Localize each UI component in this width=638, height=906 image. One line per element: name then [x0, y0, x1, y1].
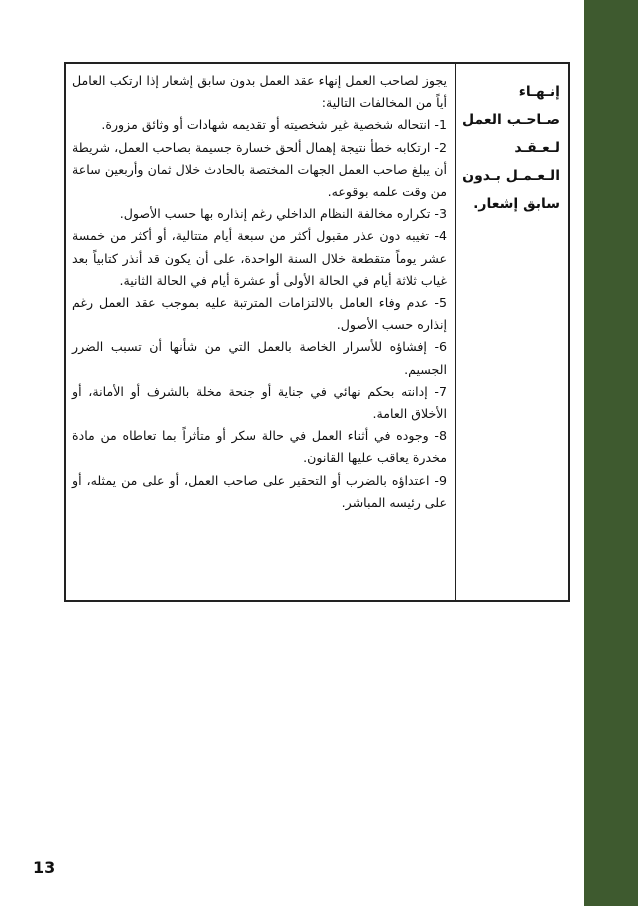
- list-item: 1- انتحاله شخصية غير شخصيته أو تقديمه شهادات أو وثائق مزورة.: [101, 117, 447, 133]
- section-body: [66, 64, 455, 600]
- intro-paragraph: يجوز لصاحب العمل إنهاء عقد العمل بدون سابق إشعار إذا ارتكب العامل أياً من المخالفات التالية:: [72, 73, 447, 111]
- list-item: 9- اعتداؤه بالضرب أو التحقير على صاحب العمل، أو على من يمثله، أو على رئيسه المباشر.: [72, 472, 447, 510]
- list-item: 3- تكراره مخالفة النظام الداخلي رغم إنذاره بها حسب الأصول.: [119, 206, 447, 222]
- side-color-band: [584, 0, 638, 906]
- list-item: 7- إدانته بحكم نهائي في جناية أو جنحة مخلة بالشرف أو الأمانة، أو الأخلاق العامة.: [72, 383, 447, 422]
- page-number: 13: [33, 858, 56, 877]
- list-item: 6- إفشاؤه للأسرار الخاصة بالعمل التي من شأنها أن تسبب الضرر الجسيم.: [72, 339, 447, 377]
- list-item: 4- تغيبه دون عذر مقبول أكثر من سبعة أيام متتالية، أو أكثر من خمسة عشر يوماً متقطعة خلال السنة الواحدة، على أن يكون قد أنذر كتابياً بعد غياب ثلاثة أيام في الحالة الأولى أو عشرة أيام في الحالة الثانية.: [72, 228, 447, 288]
- section-title: إنـهـاء صـاحـب العمل لـعـقـد الـعـمـل بـدون سابق إشعار.: [455, 64, 568, 600]
- list-item: 2- ارتكابه خطأ نتيجة إهمال ألحق خسارة جسيمة بصاحب العمل، شريطة أن يبلغ صاحب العمل الجهات المختصة بالحادث خلال ثمان وأربعين ساعة من وقت علمه بوقوعه.: [72, 139, 447, 200]
- list-item: 5- عدم وفاء العامل بالالتزامات المترتبة عليه بموجب عقد العمل رغم إنذاره حسب الأصول.: [72, 295, 447, 333]
- list-item: 8- وجوده في أثناء العمل في حالة سكر أو متأثراً بما تعاطاه من مادة مخدرة يعاقب عليها القانون.: [72, 428, 447, 466]
- content-table: [64, 62, 570, 602]
